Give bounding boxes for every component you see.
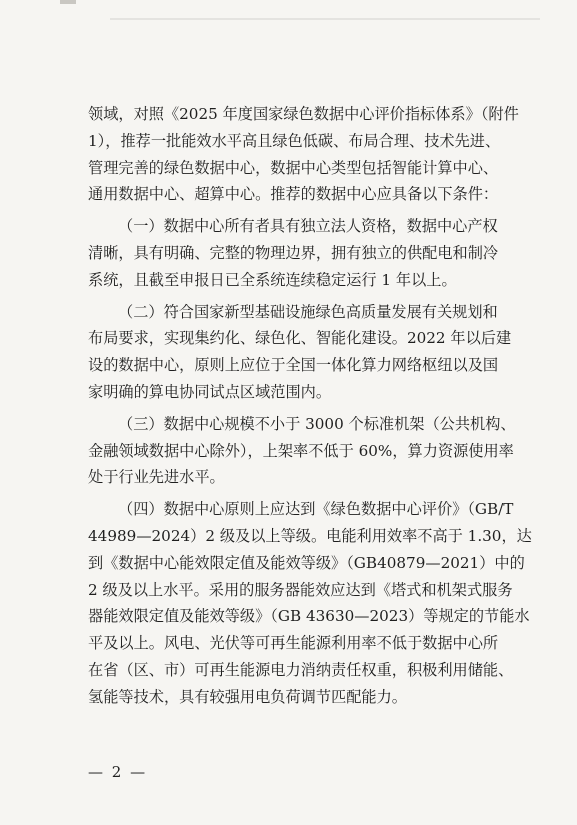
paragraph-line: 系统，且截至申报日已全系统连续稳定运行 1 年以上。 bbox=[88, 270, 457, 289]
paragraph-line: 管理完善的绿色数据中心，数据中心类型包括智能计算中心、 bbox=[88, 158, 499, 177]
paragraph-line: 到《数据中心能效限定值及能效等级》（GB40879—2021）中的 bbox=[88, 553, 525, 572]
paragraph-line: 平及以上。风电、光伏等可再生能源利用率不低于数据中心所 bbox=[88, 634, 499, 653]
paragraph-line: 领域，对照《2025 年度国家绿色数据中心评价指标体系》（附件 bbox=[88, 105, 519, 123]
paragraph-line: （四）数据中心原则上应达到《绿色数据中心评价》（GB/T bbox=[118, 500, 514, 519]
body-text bbox=[88, 101, 534, 711]
paragraph-line: 2 级及以上水平。采用的服务器能效应达到《塔式和机架式服务 bbox=[88, 580, 513, 599]
paragraph-line: 布局要求，实现集约化、绿色化、智能化建设。2022 年以后建 bbox=[88, 329, 512, 348]
paragraph-line: 设的数据中心，原则上应位于全国一体化算力网络枢纽以及国 bbox=[88, 356, 499, 375]
page-number: — 2 — bbox=[88, 763, 148, 781]
paragraph-line: 通用数据中心、超算中心。推荐的数据中心应具备以下条件： bbox=[88, 185, 499, 204]
paragraph-line: 家明确的算电协同试点区域范围内。 bbox=[88, 382, 331, 401]
paragraph-line: （三）数据中心规模不小于 3000 个标准机架（公共机构、 bbox=[118, 414, 516, 433]
paragraph-line: 清晰，具有明确、完整的物理边界，拥有独立的供配电和制冷 bbox=[88, 243, 499, 262]
paragraph-line: 氢能等技术，具有较强用电负荷调节匹配能力。 bbox=[88, 687, 407, 706]
bleed-through-line bbox=[110, 0, 540, 20]
paragraph-line: 1），推荐一批能效水平高且绿色低碳、布局合理、技术先进、 bbox=[88, 131, 501, 150]
paragraph-line: （一）数据中心所有者具有独立法人资格，数据中心产权 bbox=[118, 217, 498, 236]
paragraph-line: 金融领域数据中心除外），上架率不低于 60%，算力资源使用率 bbox=[88, 441, 514, 460]
paragraph-line: （二）符合国家新型基础设施绿色高质量发展有关规划和 bbox=[118, 302, 498, 321]
scan-mark bbox=[60, 0, 76, 4]
paragraph-line: 处于行业先进水平。 bbox=[88, 468, 225, 487]
paragraph-line: 在省（区、市）可再生能源电力消纳责任权重，积极利用储能、 bbox=[88, 660, 514, 679]
paragraph-line: 器能效限定值及能效等级》（GB 43630—2023）等规定的节能水 bbox=[88, 607, 530, 626]
paragraph-line: 44989—2024）2 级及以上等级。电能利用效率不高于 1.30，达 bbox=[88, 526, 532, 545]
